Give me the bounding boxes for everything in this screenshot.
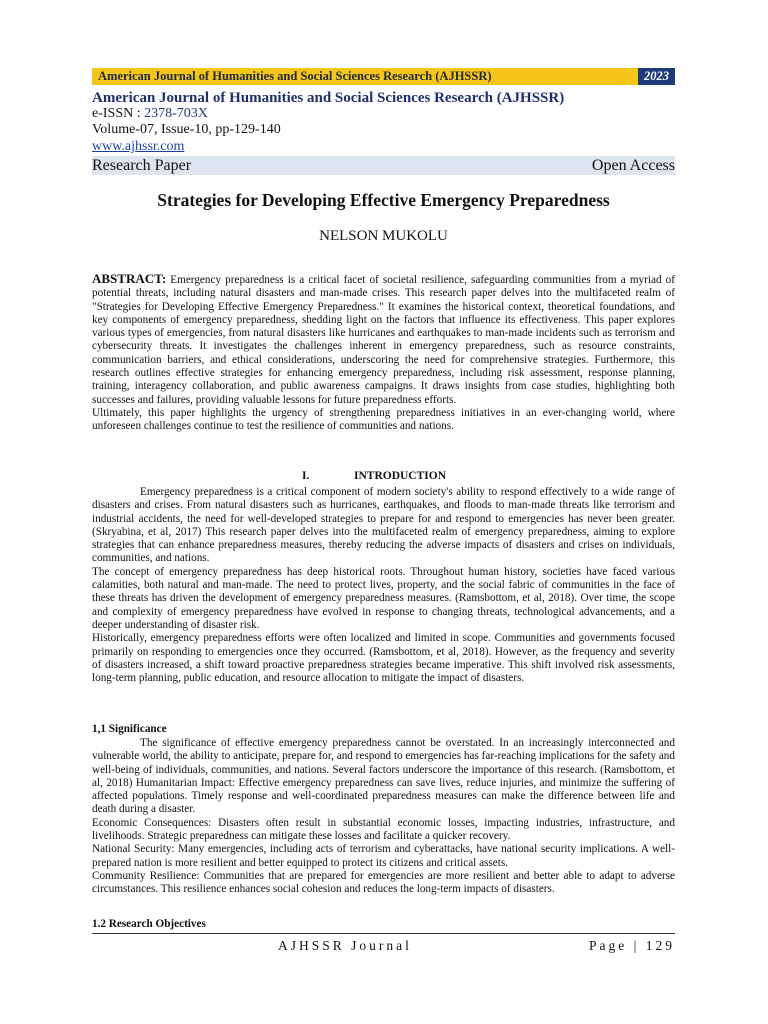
introduction-section (92, 486, 675, 685)
abstract-text: Emergency preparedness is a critical facet of societal resilience, safeguarding communities from a myriad of potential threats, including natural disasters and man-made crises. This research paper delves into the multifaceted realm of "Strategies for Developing Effective Emergency Preparedness." It examines the historical context, theoretical foundations, and key components of emergency preparedness, shedding light on the factors that influence its effectiveness. This paper explores various types of emergencies, from natural disasters like hurricanes and earthquakes to man-made incidents such as terrorism and cybersecurity threats. It investigates the challenges inherent in emergency preparedness, such as resource constraints, communication barriers, and ethical considerations, underscoring the need for comprehensive strategies. Furthermore, this research outlines effective strategies for enhancing emergency preparedness, including risk assessment, response planning, training, interagency collaboration, and public awareness campaigns. It draws insights from case studies, highlighting both successes and failures, providing valuable lessons for future preparedness efforts. (92, 274, 675, 406)
abstract-label: ABSTRACT: (92, 271, 167, 286)
issn-label: e-ISSN : (92, 106, 145, 121)
abstract-paragraph (92, 272, 675, 407)
abstract-paragraph-2: Ultimately, this paper highlights the urgency of strengthening preparedness initiatives in an ever-changing world, where unforeseen challenges continue to test the resilience of communities and nations. (92, 406, 675, 433)
header-year: 2023 (638, 68, 675, 85)
subsection-heading-objectives: 1.2 Research Objectives (92, 918, 206, 930)
journal-website-link[interactable]: www.ajhssr.com (92, 139, 185, 154)
intro-paragraph-2: The concept of emergency preparedness has deep historical roots. Throughout human history, societies have faced various calamities, both natural and man-made. The need to protect lives, property, and the social fabric of communities in the face of these threats has driven the development of emergency preparedness measures. (Ramsbottom, et al, 2018). Over time, the scope and complexity of emergency preparedness have evolved in response to changing threats, technological advancements, and a deeper understanding of disaster risk. (92, 565, 675, 631)
journal-header-bar (92, 68, 675, 85)
abstract-section (92, 272, 675, 434)
footer-page-number: Page | 129 (589, 938, 675, 953)
footer-divider (92, 933, 675, 934)
paper-type: Research Paper (92, 156, 192, 174)
paper-type-bar (92, 156, 675, 175)
significance-paragraph-2: Economic Consequences: Disasters often result in substantial economic losses, impacting industries, infrastructure, and livelihoods. Strategic preparedness can mitigate these losses and facilitate a quicker recovery. (92, 816, 675, 843)
section-number: I. (302, 470, 310, 482)
footer-journal: AJHSSR Journal (278, 938, 412, 953)
significance-section (92, 737, 675, 897)
access-type: Open Access (591, 156, 675, 174)
significance-paragraph-4: Community Resilience: Communities that are prepared for emergencies are more resilient and better able to adapt to adverse circumstances. This resilience enhances social cohesion and reduces the long-term impacts of disasters. (92, 869, 675, 896)
intro-paragraph-1: Emergency preparedness is a critical component of modern society's ability to respond effectively to a wide range of disasters and crises. From natural disasters such as hurricanes, earthquakes, and floods to man-made threats like terrorism and industrial accidents, the need for well-developed strategies to prepare for and respond to emergencies has never been greater. (Skryabina, et al, 2017) This research paper delves into the multifaceted realm of emergency preparedness, aiming to explore strategies that can enhance preparedness measures, thereby reducing the adverse impacts of disasters and crises on individuals, communities, and nations. (92, 486, 675, 565)
paper-title: Strategies for Developing Effective Emergency Preparedness (157, 190, 610, 210)
section-title: INTRODUCTION (354, 470, 447, 482)
issn-line (92, 106, 208, 122)
significance-paragraph-3: National Security: Many emergencies, including acts of terrorism and cyberattacks, have national security implications. A well-prepared nation is more resilient and better equipped to protect its citizens and critical assets. (92, 843, 675, 869)
issn-value: 2378-703X (144, 106, 208, 121)
subsection-heading-significance: 1,1 Significance (92, 723, 167, 735)
volume-line: Volume-07, Issue-10, pp-129-140 (92, 122, 281, 137)
intro-paragraph-3: Historically, emergency preparedness efforts were often localized and limited in scope. Communities and governments focused primarily on responding to emergencies once they occurred. (Ramsbottom, et al, 2018). However, as the frequency and severity of disasters increased, a shift toward proactive preparedness strategies became imperative. This shift involved risk assessments, long-term planning, public education, and resource allocation to mitigate the impact of disasters. (92, 632, 675, 685)
header-journal-name: American Journal of Humanities and Social Sciences Research (AJHSSR) (98, 69, 492, 83)
journal-title: American Journal of Humanities and Social Sciences Research (AJHSSR) (92, 90, 565, 106)
author-name: NELSON MUKOLU (319, 228, 448, 244)
significance-paragraph-1: The significance of effective emergency preparedness cannot be overstated. In an increasingly interconnected and vulnerable world, the ability to anticipate, prepare for, and respond to emergencies has far-reaching implications for the safety and well-being of individuals, communities, and nations. Several factors underscore the importance of this research. (Ramsbottom, et al, 2018) Humanitarian Impact: Effective emergency preparedness can save lives, reduce injuries, and minimize the suffering of affected populations. Timely response and well-coordinated preparedness measures can make the difference between life and death during a disaster. (92, 737, 675, 816)
